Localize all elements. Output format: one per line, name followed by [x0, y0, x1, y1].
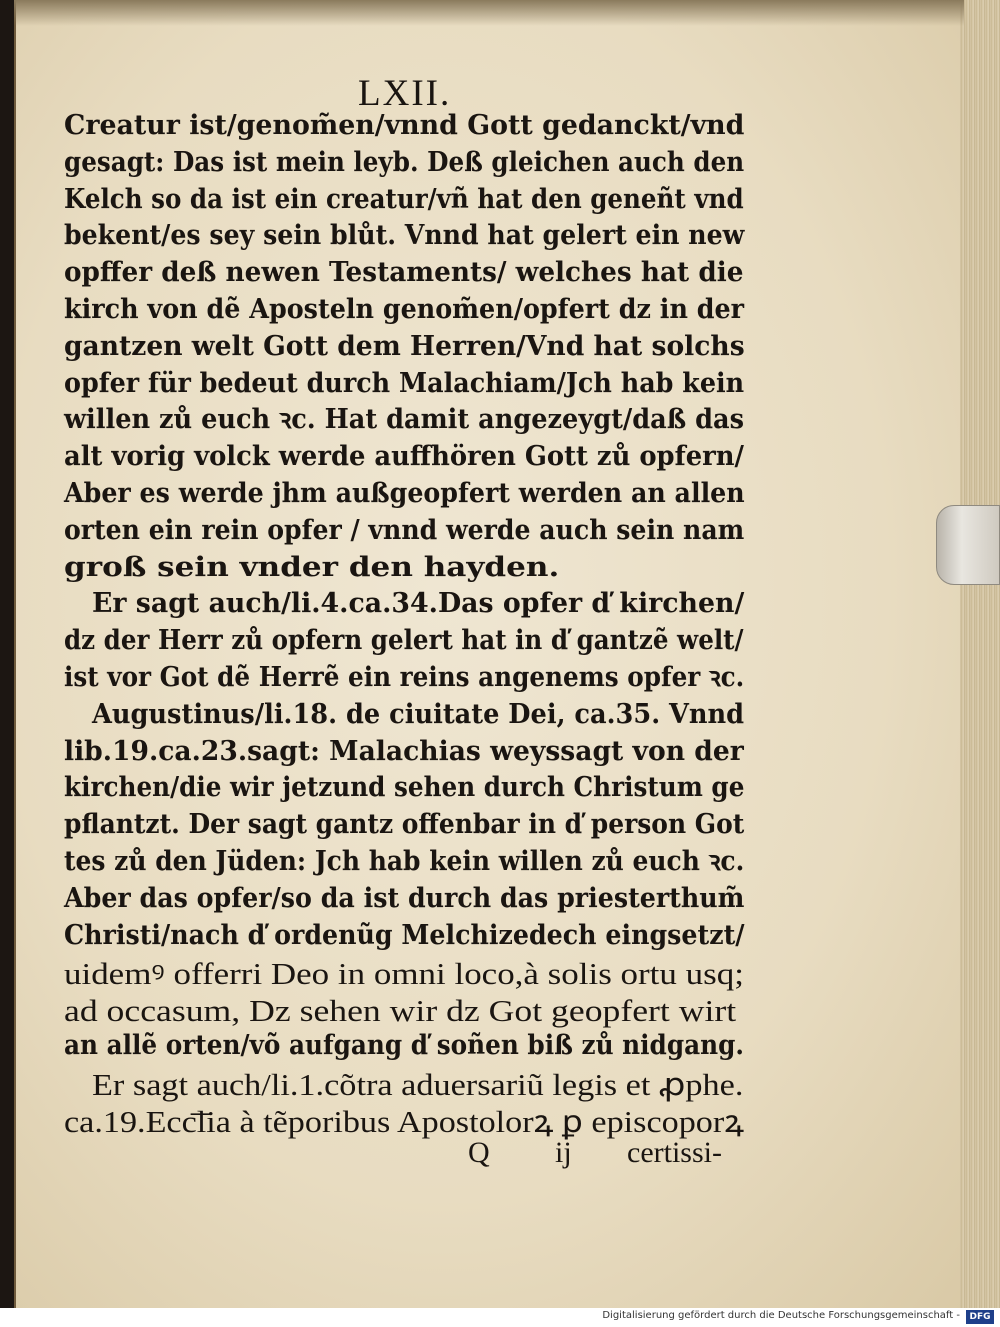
- text-line: Aber es werde jhm außgeopfert werden an allen: [64, 478, 745, 509]
- funding-credit: Digitalisierung gefördert durch die Deutsche Forschungsgemeinschaft -: [602, 1310, 960, 1321]
- text-line: Aber das opfer/so da ist durch das priesterthum̃: [64, 882, 745, 914]
- signature-mark: Q: [468, 1136, 490, 1169]
- text-line: Er sagt auch/li.4.ca.34.Das opfer ď kirchen/: [92, 588, 745, 620]
- text-line: ad occasum, Dz sehen wir dz Got geopfert wirt: [64, 993, 737, 1029]
- text-line: kirchen/die wir jetzund sehen durch Christum ge: [64, 772, 745, 804]
- text-line: bekent/es sey sein blůt. Vnnd hat gelert ein new: [64, 220, 745, 252]
- text-line: pflantzt. Der sagt gantz offenbar in ď person Got: [64, 809, 745, 841]
- text-line: ist vor Got dẽ Herrẽ ein reins angenems opfer ꝛc.: [64, 662, 745, 693]
- text-line: gantzen welt Gott dem Herren/Vnd hat solchs: [64, 330, 745, 362]
- text-line: opffer deß newen Testaments/ welches hat die: [64, 257, 744, 289]
- text-line: Creatur ist/genom̃en/vnnd Gott gedanckt/vnd: [64, 110, 745, 141]
- text-line: dz der Herr zů opfern gelert hat in ď gantzẽ welt/: [64, 625, 744, 657]
- folio-header: LXII.: [358, 73, 452, 114]
- text-line: Kelch so da ist ein creatur/vñ hat den geneñt vnd: [64, 183, 744, 215]
- top-shadow: [14, 0, 964, 26]
- text-line: opfer für bedeut durch Malachiam/Jch hab kein: [64, 367, 745, 399]
- text-line: Christi/nach ď ordenũg Melchizedech eingsetzt/: [64, 919, 745, 951]
- dfg-logo: DFG: [966, 1310, 994, 1324]
- text-line: an allẽ orten/võ aufgang ď soñen biß zů nidgang.: [64, 1030, 745, 1061]
- text-line: willen zů euch ꝛc. Hat damit angezeygt/daß das: [64, 404, 745, 436]
- text-line: orten ein rein opfer / vnnd werde auch sein nam: [64, 514, 745, 546]
- text-line: Augustinus/li.18. de ciuitate Dei, ca.35. Vnnd: [92, 698, 745, 730]
- text-line: groß sein vnder den hayden.: [64, 551, 560, 583]
- text-line: Er sagt auch/li.1.cõtra aduersariũ legis et ꝓphe.: [92, 1066, 744, 1102]
- text-line: uidemꝰ offerri Deo in omni loco,à solis ortu usq;: [64, 956, 744, 992]
- text-line: ca.19.Ecc͞lia à tẽporibus Apostolorꝝ ꝑ episcoporꝝ: [64, 1103, 745, 1139]
- catchword: certissi-: [627, 1136, 722, 1169]
- sheet-number: ij: [555, 1136, 572, 1169]
- text-line: kirch von dẽ Aposteln genom̃en/opfert dz in der: [64, 294, 745, 325]
- text-line: alt vorig volck werde auffhören Gott zů opfern/: [64, 441, 744, 473]
- page-clip: [936, 505, 1000, 585]
- text-line: lib.19.ca.23.sagt: Malachias weyssagt von der: [64, 735, 744, 767]
- text-line: tes zů den Jüden: Jch hab kein willen zů euch ꝛc.: [64, 846, 745, 877]
- page-edges: [960, 0, 1000, 1308]
- text-line: gesagt: Das ist mein leyb. Deß gleichen auch den: [64, 146, 745, 178]
